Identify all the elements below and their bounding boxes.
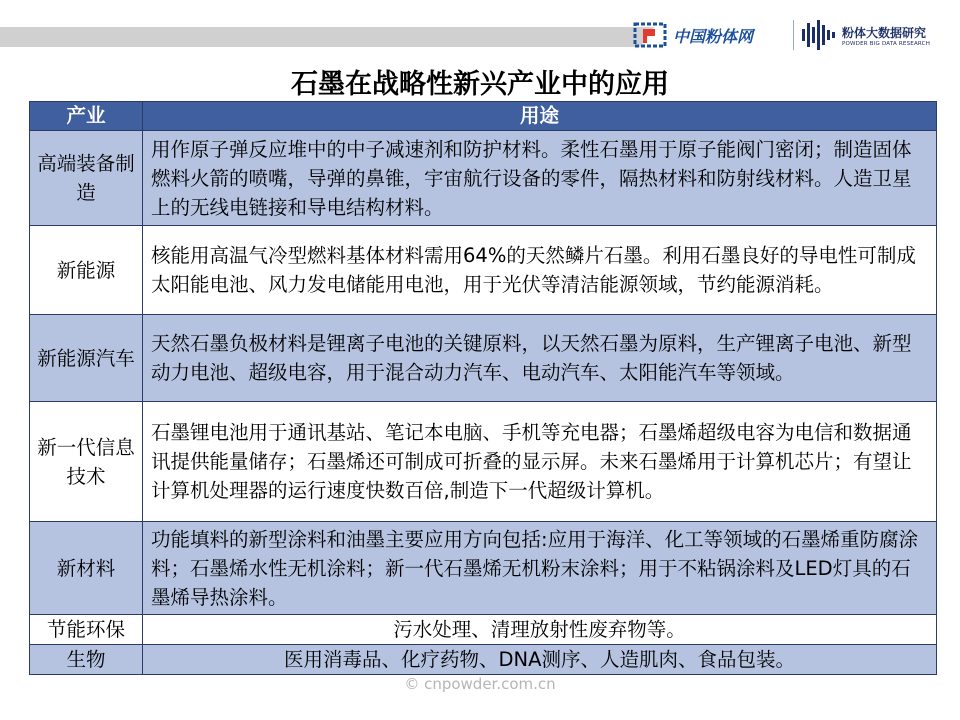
- use-cell: 石墨锂电池用于通讯基站、笔记本电脑、手机等充电器；石墨烯超级电容为电信和数据通讯提供能量储存；石墨烯还可制成可折叠的显示屏。未来石墨烯用于计算机芯片；有望让计算机处理器的运行速度快数百倍,制造下一代超级计算机。: [143, 402, 937, 522]
- page-title: 石墨在战略性新兴产业中的应用: [291, 69, 669, 100]
- graphite-application-table: [29, 101, 937, 675]
- industry-cell: 节能环保: [30, 615, 143, 645]
- table-row: [30, 645, 937, 675]
- header-decor-bar: [0, 27, 640, 47]
- table-row: [30, 226, 937, 315]
- industry-cell: 生物: [30, 645, 143, 675]
- cnpowder-logo: [633, 18, 753, 52]
- industry-cell: 新能源: [30, 226, 143, 315]
- bar-signal-icon: [800, 19, 838, 51]
- use-cell: 医用消毒品、化疗药物、DNA测序、人造肌肉、食品包装。: [143, 645, 937, 675]
- table-row: [30, 315, 937, 402]
- table-row: [30, 522, 937, 615]
- watermark-text: © cnpowder.com.cn: [404, 675, 556, 693]
- use-cell: 天然石墨负极材料是锂离子电池的关键原料，以天然石墨为原料，生产锂离子电池、新型动力电池、超级电容，用于混合动力汽车、电动汽车、太阳能汽车等领域。: [143, 315, 937, 402]
- use-cell: 功能填料的新型涂料和油墨主要应用方向包括:应用于海洋、化工等领域的石墨烯重防腐涂料；石墨烯水性无机涂料；新一代石墨烯无机粉末涂料；用于不粘锅涂料及LED灯具的石墨烯导热涂料。: [143, 522, 937, 615]
- logo-divider: [793, 20, 794, 50]
- table-row: [30, 615, 937, 645]
- industry-cell: 新能源汽车: [30, 315, 143, 402]
- powder-bigdata-logo: [800, 18, 930, 52]
- cnpowder-logo-text: 中国粉体网: [673, 26, 754, 46]
- table-row: [30, 402, 937, 522]
- table-row: [30, 131, 937, 226]
- industry-cell: 新一代信息技术: [30, 402, 143, 522]
- industry-cell: 高端装备制造: [30, 131, 143, 226]
- cnpowder-logo-icon: [633, 20, 669, 50]
- table-header-row: [30, 102, 937, 131]
- powder-bigdata-name: 粉体大数据研究: [842, 25, 927, 40]
- use-cell: 污水处理、清理放射性废弃物等。: [143, 615, 937, 645]
- header-industry: 产业: [30, 102, 143, 131]
- industry-cell: 新材料: [30, 522, 143, 615]
- use-cell: 用作原子弹反应堆中的中子减速剂和防护材料。柔性石墨用于原子能阀门密闭；制造固体燃料火箭的喷嘴，导弹的鼻锥，宇宙航行设备的零件，隔热材料和防射线材料。人造卫星上的无线电链接和导电结构材料。: [143, 131, 937, 226]
- powder-bigdata-en: POWDER BIG DATA RESEARCH: [842, 40, 931, 47]
- header-use: 用途: [143, 102, 937, 131]
- use-cell: 核能用高温气冷型燃料基体材料需用64%的天然鳞片石墨。利用石墨良好的导电性可制成太阳能电池、风力发电储能用电池，用于光伏等清洁能源领域，节约能源消耗。: [143, 226, 937, 315]
